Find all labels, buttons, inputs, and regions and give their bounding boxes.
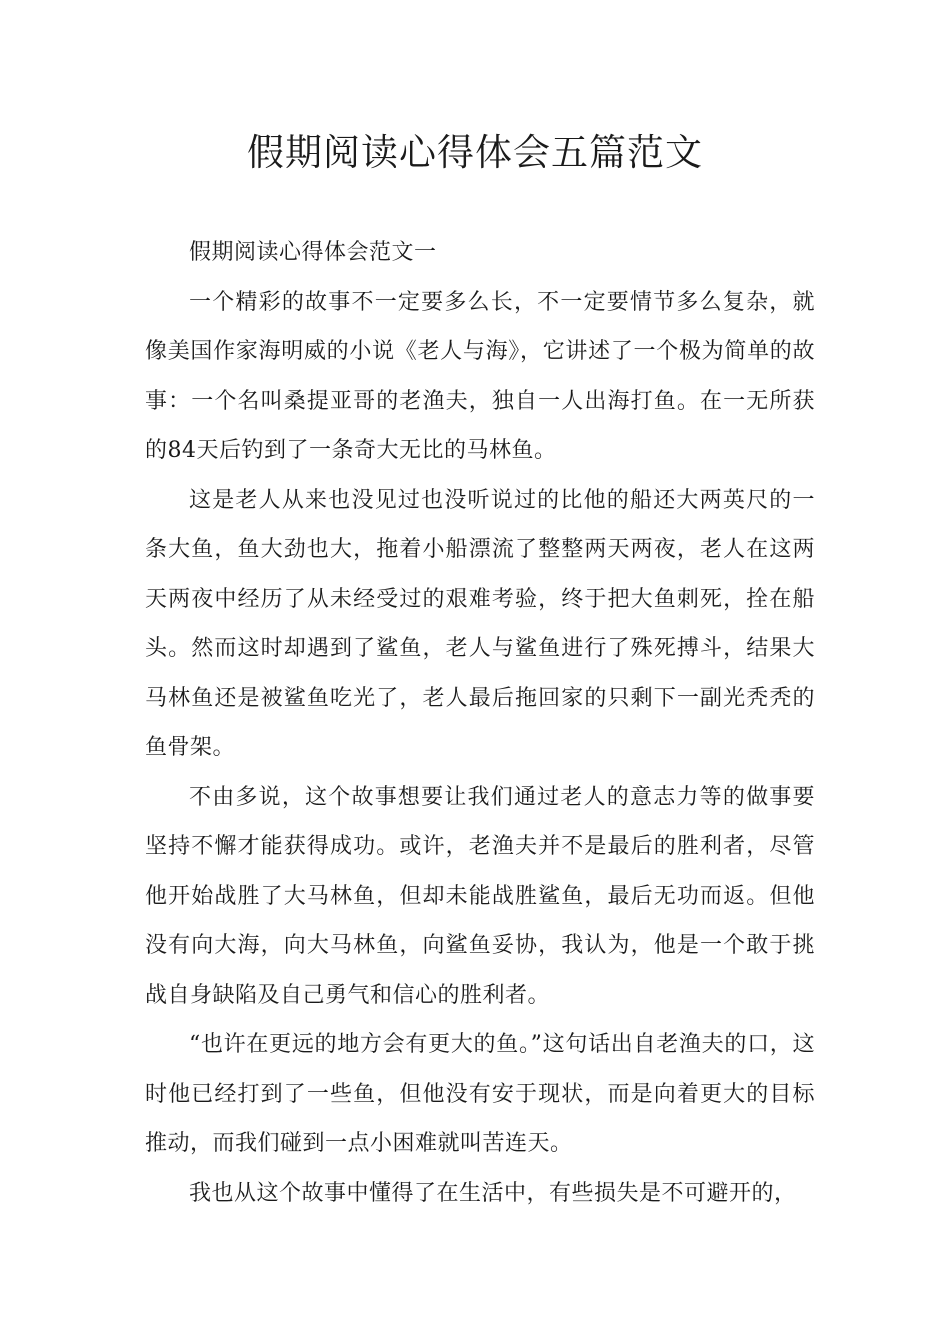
paragraph-1: 一个精彩的故事不一定要多么长，不一定要情节多么复杂，就像美国作家海明威的小说《老人与海》，它讲述了一个极为简单的故事：一个名叫桑提亚哥的老渔夫，独自一人出海打鱼。在一无所获的84天后钓到了一条奇大无比的马林鱼。 [145, 289, 815, 463]
document-title: 假期阅读心得体会五篇范文 [247, 131, 703, 174]
document-body [145, 228, 815, 1218]
paragraph-2: 这是老人从来也没见过也没听说过的比他的船还大两英尺的一条大鱼，鱼大劲也大，拖着小船漂流了整整两天两夜，老人在这两天两夜中经历了从未经受过的艰难考验，终于把大鱼刺死，拴在船头。然而这时却遇到了鲨鱼，老人与鲨鱼进行了殊死搏斗，结果大马林鱼还是被鲨鱼吃光了，老人最后拖回家的只剩下一副光秃秃的鱼骨架。 [145, 487, 815, 760]
paragraph-4: “也许在更远的地方会有更大的鱼。”这句话出自老渔夫的口，这时他已经打到了一些鱼，但他没有安于现状，而是向着更大的目标推动，而我们碰到一点小困难就叫苦连天。 [145, 1032, 815, 1156]
paragraph-5: 我也从这个故事中懂得了在生活中，有些损失是不可避开的， [189, 1180, 797, 1206]
paragraph-3: 不由多说，这个故事想要让我们通过老人的意志力等的做事要坚持不懈才能获得成功。或许，老渔夫并不是最后的胜利者，尽管他开始战胜了大马林鱼，但却未能战胜鲨鱼，最后无功而返。但他没有向大海，向大马林鱼，向鲨鱼妥协，我认为，他是一个敢于挑战自身缺陷及自己勇气和信心的胜利者。 [145, 784, 815, 1008]
section-heading: 假期阅读心得体会范文一 [189, 240, 437, 265]
